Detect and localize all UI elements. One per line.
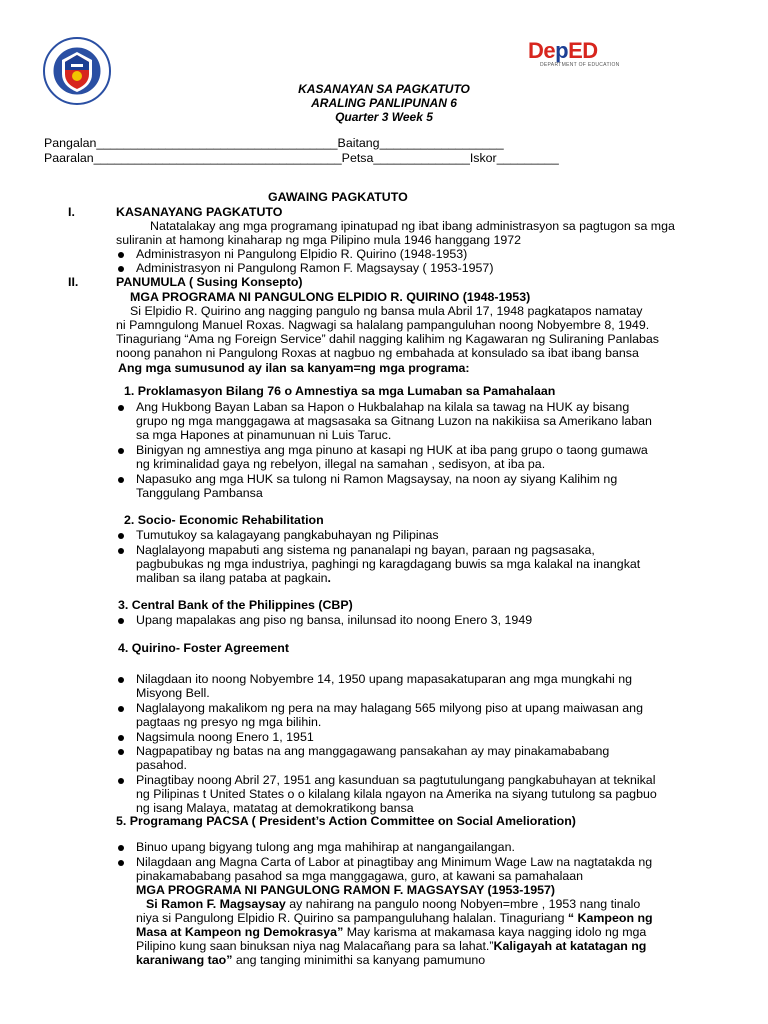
- section1-number: I.: [68, 205, 75, 219]
- quirino-para-line: noong panahon ni Pangulong Roxas at nagbuo ng embahada at konsulado sa ibat ibang bansa: [116, 346, 639, 360]
- bullet-icon: [118, 448, 124, 454]
- bullet-icon: [118, 548, 124, 554]
- list-item: ng Pilipinas t United States o o kilalang kilala ngayon na Amerika na siyang tutulong sa pagbuo: [136, 787, 657, 801]
- quirino-para-line: Si Elpidio R. Quirino ang nagging pangulo ng bansa mula Abril 17, 1948 pagkatapos namatay: [130, 304, 643, 318]
- deped-logo: [528, 40, 646, 74]
- list-item: Nagpapatibay ng batas na ang manggagawang pansakahan ay may pinakamababang: [136, 744, 610, 758]
- magsaysay-text: May karisma at makamasa kaya nagging idolo ng mga: [343, 925, 647, 939]
- bullet-icon: [118, 778, 124, 784]
- quirino-heading: MGA PROGRAMA NI PANGULONG ELPIDIO R. QUIRINO (1948-1953): [130, 290, 531, 304]
- program2-title: 2. Socio- Economic Rehabilitation: [124, 513, 324, 527]
- bullet-icon: [118, 618, 124, 624]
- list-item: Pinagtibay noong Abril 27, 1951 ang kasunduan sa pagtutulungang pangkabuhayan at teknikal: [136, 773, 656, 787]
- section1-para-line: suliranin at hamong kinaharap ng mga Pilipino mula 1946 hanggang 1972: [116, 233, 522, 247]
- magsaysay-text: ang tanging minimithi sa kanyang pamumuno: [232, 953, 486, 967]
- deped-logo-subtitle: DEPARTMENT OF EDUCATION: [540, 62, 620, 68]
- bullet-icon: [118, 252, 124, 258]
- list-item: Nilagdaan ang Magna Carta of Labor at pinagtibay ang Minimum Wage Law na nagtatakda ng: [136, 855, 653, 869]
- school-date-score-field[interactable]: Paaralan____________________________________Petsa______________Iskor_________: [44, 151, 559, 165]
- list-item: Binuo upang bigyang tulong ang mga mahihirap at nangangailangan.: [136, 840, 515, 854]
- list-item-end: .: [327, 571, 331, 585]
- list-item: Nagsimula noong Enero 1, 1951: [136, 730, 314, 744]
- list-item: Nilagdaan ito noong Nobyembre 14, 1950 upang mapasakatuparan ang mga mungkahi ng: [136, 672, 632, 686]
- quirino-para-line: ni Pamngulong Manuel Roxas. Nagwagi sa halalang pampanguluhan noong Nobyembre 8, 1949.: [116, 318, 650, 332]
- bullet-icon: [118, 266, 124, 272]
- section1-para-line: Natatalakay ang mga programang ipinatupad ng ibat ibang administrasyon sa pagtugon sa mga: [150, 219, 675, 233]
- magsaysay-emphasis: “ Kampeon ng: [567, 911, 653, 925]
- list-item: Naglalayong makalikom ng pera na may halagang 565 milyong piso at upang maiwasan ang: [136, 701, 643, 715]
- list-item: pagbubukas ng mga industriya, paghingi ng karagdagang buwis sa mga kalakal na inangkat: [136, 557, 641, 571]
- magsaysay-emphasis: karaniwang tao”: [136, 953, 233, 967]
- magsaysay-para-line: [136, 953, 485, 968]
- list-item: Administrasyon ni Pangulong Ramon F. Magsaysay ( 1953-1957): [136, 261, 494, 275]
- bullet-icon: [118, 706, 124, 712]
- magsaysay-heading: MGA PROGRAMA NI PANGULONG RAMON F. MAGSAYSAY (1953-1957): [136, 883, 556, 897]
- list-item: Tanggulang Pambansa: [136, 486, 263, 500]
- deped-logo-word: DepED: [528, 38, 598, 63]
- doc-quarter: Quarter 3 Week 5: [335, 110, 433, 124]
- magsaysay-name: Si Ramon F. Magsaysay: [146, 897, 286, 911]
- bullet-icon: [118, 749, 124, 755]
- section2-number: II.: [68, 275, 79, 289]
- list-item-text: maliban sa ilang pataba at pagkain: [136, 571, 328, 585]
- magsaysay-para-line: [136, 939, 646, 954]
- list-item: grupo ng mga manggagawa at magsasaka sa Gitnang Luzon na nakikiisa sa Amerikano laban: [136, 414, 652, 428]
- programs-intro: Ang mga sumusunod ay ilan sa kanyam=ng mga programa:: [118, 361, 470, 375]
- list-item: Tumutukoy sa kalagayang pangkabuhayan ng Pilipinas: [136, 528, 439, 542]
- list-item: Naglalayong mapabuti ang sistema ng pananalapi ng bayan, paraan ng pagsasaka,: [136, 543, 595, 557]
- name-grade-field[interactable]: Pangalan___________________________________Baitang__________________: [44, 136, 504, 150]
- list-item: Ang Hukbong Bayan Laban sa Hapon o Hukbalahap na kilala sa tawag na HUK ay bisang: [136, 400, 630, 414]
- bullet-icon: [118, 533, 124, 539]
- magsaysay-text: Pilipino kung saan binuksan niya nag Malacañang para sa lahat.”: [136, 939, 494, 953]
- list-item: pasahod.: [136, 758, 187, 772]
- section1-title: KASANAYANG PAGKATUTO: [116, 205, 283, 219]
- bullet-icon: [118, 677, 124, 683]
- doc-title: KASANAYAN SA PAGKATUTO: [298, 82, 470, 96]
- bullet-icon: [118, 405, 124, 411]
- activity-title: GAWAING PAGKATUTO: [268, 190, 408, 204]
- magsaysay-para-line: [146, 897, 640, 912]
- section2-title: PANUMULA ( Susing Konsepto): [116, 275, 303, 289]
- magsaysay-para-line: [136, 925, 646, 940]
- list-item: ng isang Malaya, matatag at demokratikong bansa: [136, 801, 414, 815]
- list-item: Upang mapalakas ang piso ng bansa, inilunsad ito noong Enero 3, 1949: [136, 613, 533, 627]
- list-item: pinakamababang pasahod sa mga manggagawa, guro, at kawani sa pamahalaan: [136, 869, 584, 883]
- list-item: pagtaas ng presyo ng mga bilihin.: [136, 715, 322, 729]
- list-item: [136, 571, 331, 586]
- bullet-icon: [118, 477, 124, 483]
- program5-title: 5. Programang PACSA ( President’s Action Committee on Social Amelioration): [116, 814, 576, 828]
- list-item: Binigyan ng amnestiya ang mga pinuno at kasapi ng HUK at iba pang grupo o taong gumawa: [136, 443, 648, 457]
- magsaysay-emphasis: Kaligayah at katatagan ng: [493, 939, 647, 953]
- bullet-icon: [118, 860, 124, 866]
- list-item: sa mga Hapones at pinamunuan ni Luis Taruc.: [136, 428, 392, 442]
- magsaysay-text: ay nahirang na pangulo noong Nobyen=mbre , 1953 nang tinalo: [285, 897, 641, 911]
- doc-subject: ARALING PANLIPUNAN 6: [311, 96, 457, 110]
- list-item: Administrasyon ni Pangulong Elpidio R. Quirino (1948-1953): [136, 247, 468, 261]
- list-item: Napasuko ang mga HUK sa tulong ni Ramon Magsaysay, na noon ay siyang Kalihim ng: [136, 472, 618, 486]
- bullet-icon: [118, 845, 124, 851]
- program1-title: 1. Proklamasyon Bilang 76 o Amnestiya sa mga Lumaban sa Pamahalaan: [124, 384, 556, 398]
- bullet-icon: [118, 735, 124, 741]
- quirino-para-line: Tinaguriang “Ama ng Foreign Service” dahil nagging kalihim ng Kagawaran ng Suliraning Panlabas: [116, 332, 659, 346]
- magsaysay-emphasis: Masa at Kampeon ng Demokrasya”: [136, 925, 344, 939]
- list-item: Misyong Bell.: [136, 686, 210, 700]
- program3-title: 3. Central Bank of the Philippines (CBP): [118, 598, 353, 612]
- list-item: ng kriminalidad gaya ng rebelyon, illegal na samahan , sedisyon, at iba pa.: [136, 457, 546, 471]
- magsaysay-para-line: [136, 911, 653, 926]
- program4-title: 4. Quirino- Foster Agreement: [118, 641, 289, 655]
- magsaysay-text: niya si Pangulong Elpidio R. Quirino sa pampanguluhang halalan. Tinaguriang: [136, 911, 565, 925]
